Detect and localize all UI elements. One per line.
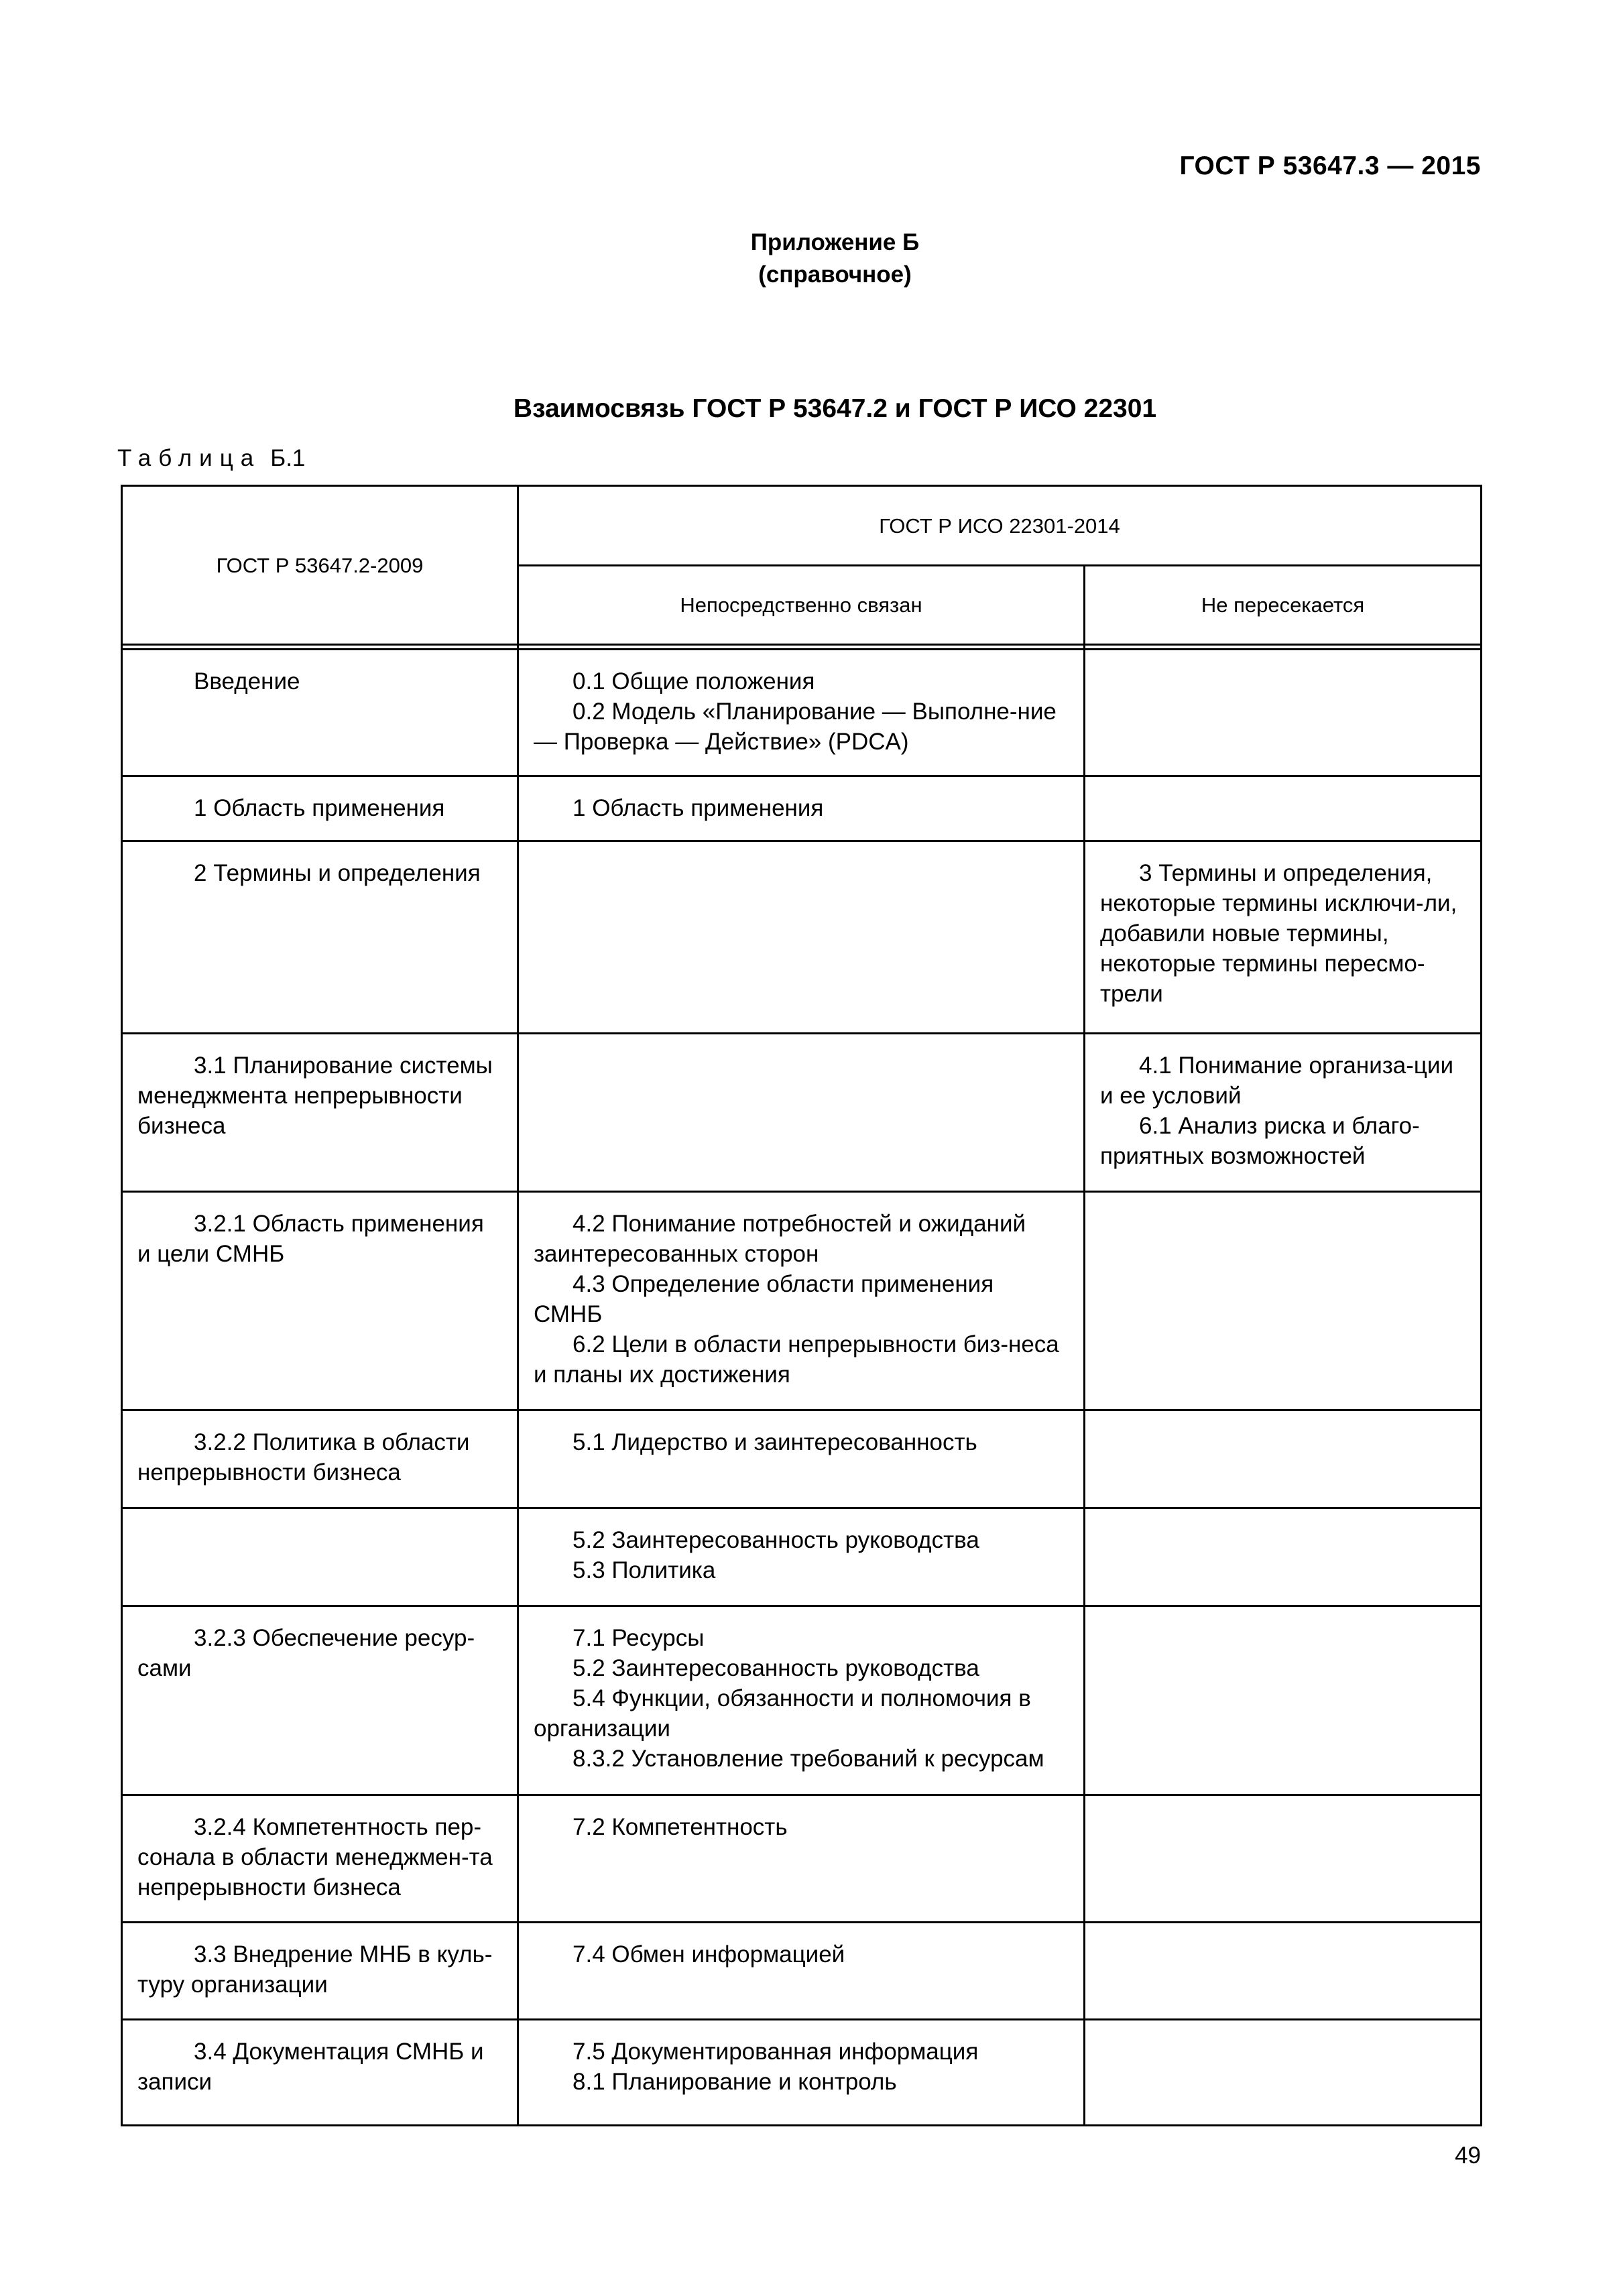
cell-not-overlapping (1085, 1192, 1482, 1410)
table-row (122, 1034, 1482, 1192)
col3-header: Не пересекается (1085, 566, 1482, 645)
cell-line: 0.1 Общие положения (573, 668, 815, 694)
header-separator (122, 645, 1482, 650)
cell-text (137, 793, 502, 823)
table-caption (117, 445, 305, 472)
cell-line: 0.2 Модель «Планирование — Выполне-ние — Проверка — Действие» (PDCA) (534, 699, 1057, 755)
cell-text (137, 1812, 502, 1902)
cell-gost-2009 (122, 1192, 518, 1410)
cell-line: 8.3.2 Установление требований к ресурсам (573, 1746, 1044, 1772)
cell-line: 7.5 Документированная информация (573, 2039, 979, 2065)
header-separator-cell (122, 645, 518, 650)
cell-directly-related (518, 1508, 1085, 1606)
section-heading-text: Взаимосвязь ГОСТ Р 53647.2 и ГОСТ Р ИСО 22301 (513, 394, 1157, 423)
col1-header: ГОСТ Р 53647.2-2009 (122, 486, 518, 645)
table-row (122, 1192, 1482, 1410)
table-row (122, 1508, 1482, 1606)
cell-directly-related (518, 1034, 1085, 1192)
cell-line: 1 Область применения (573, 795, 824, 821)
cell-line: 4.3 Определение области применения СМНБ (534, 1271, 994, 1327)
cell-line: 3.2.1 Область применения и цели СМНБ (137, 1211, 484, 1267)
cell-line: 1 Область применения (194, 795, 445, 821)
cell-text (137, 858, 502, 888)
cell-not-overlapping (1085, 1034, 1482, 1192)
header-row-top (122, 486, 1482, 566)
cell-not-overlapping (1085, 1923, 1482, 2020)
table-row (122, 776, 1482, 841)
cell-not-overlapping (1085, 1410, 1482, 1508)
cell-gost-2009 (122, 776, 518, 841)
cell-line: 5.3 Политика (573, 1557, 716, 1583)
cell-directly-related (518, 841, 1085, 1034)
cell-directly-related (518, 1410, 1085, 1508)
cell-text (534, 1525, 1069, 1585)
cell-text (1100, 858, 1465, 1009)
table-row (122, 1923, 1482, 2020)
cell-directly-related (518, 1606, 1085, 1795)
cell-line: 3.1 Планирование системы менеджмента непрерывности бизнеса (137, 1052, 493, 1139)
cell-text (137, 666, 502, 697)
table-row (122, 1795, 1482, 1923)
cell-text (534, 1209, 1069, 1390)
cell-text (534, 1623, 1069, 1774)
cell-line: 5.2 Заинтересованность руководства (573, 1655, 979, 1681)
table-caption-word: Таблица (117, 445, 261, 471)
cell-gost-2009 (122, 2020, 518, 2126)
cell-line: Введение (194, 668, 300, 694)
cell-directly-related (518, 1795, 1085, 1923)
header-separator-cell (1085, 645, 1482, 650)
cell-line: 3.2.4 Компетентность пер-сонала в области менеджмен-та непрерывности бизнеса (137, 1814, 493, 1900)
cell-line: 3 Термины и определения, некоторые термины исключи-ли, добавили новые термины, некоторые термины пересмо-трели (1100, 860, 1457, 1007)
cell-directly-related (518, 1923, 1085, 2020)
header-separator-cell (518, 645, 1085, 650)
cell-line: 8.1 Планирование и контроль (573, 2069, 897, 2095)
cell-gost-2009 (122, 841, 518, 1034)
table-row (122, 2020, 1482, 2126)
cell-directly-related (518, 776, 1085, 841)
cell-directly-related (518, 2020, 1085, 2126)
cell-text (534, 1812, 1069, 1842)
cell-line: 3.4 Документация СМНБ и записи (137, 2039, 484, 2095)
cell-line: 7.4 Обмен информацией (573, 1941, 845, 1968)
cell-gost-2009 (122, 1606, 518, 1795)
cell-text (534, 1427, 1069, 1457)
cell-text (534, 2037, 1069, 2097)
cell-line: 3.3 Внедрение МНБ в куль-туру организации (137, 1941, 493, 1998)
col2-header: Непосредственно связан (518, 566, 1085, 645)
cell-text (534, 1939, 1069, 1970)
cell-line: 3.2.2 Политика в области непрерывности бизнеса (137, 1429, 470, 1486)
cell-text (1100, 1050, 1465, 1171)
cell-text (137, 1209, 502, 1269)
col23-header: ГОСТ Р ИСО 22301-2014 (518, 486, 1482, 566)
cell-line: 2 Термины и определения (194, 860, 481, 886)
cell-directly-related (518, 650, 1085, 776)
cell-not-overlapping (1085, 2020, 1482, 2126)
table-row (122, 1606, 1482, 1795)
cell-not-overlapping (1085, 1606, 1482, 1795)
cell-gost-2009 (122, 1034, 518, 1192)
table-row (122, 1410, 1482, 1508)
annex-title-block (0, 227, 1623, 291)
document-code: ГОСТ Р 53647.3 — 2015 (1179, 152, 1481, 180)
table-row (122, 841, 1482, 1034)
cell-text (137, 1623, 502, 1683)
cell-text (137, 1939, 502, 2000)
cell-gost-2009 (122, 1795, 518, 1923)
cell-text (534, 666, 1069, 757)
cell-line: 3.2.3 Обеспечение ресур-сами (137, 1625, 475, 1681)
cell-line: 4.1 Понимание организа-ции и ее условий (1100, 1052, 1454, 1109)
section-heading (0, 394, 1623, 424)
cell-line: 6.1 Анализ риска и благо-приятных возможностей (1100, 1113, 1420, 1169)
table-caption-number: Б.1 (270, 445, 306, 471)
cell-text (137, 1050, 502, 1141)
cell-gost-2009 (122, 1410, 518, 1508)
table-row (122, 650, 1482, 776)
cell-line: 6.2 Цели в области непрерывности биз-неса и планы их достижения (534, 1331, 1059, 1388)
cell-line: 4.2 Понимание потребностей и ожиданий заинтересованных сторон (534, 1211, 1026, 1267)
cell-gost-2009 (122, 1923, 518, 2020)
cell-not-overlapping (1085, 650, 1482, 776)
cell-not-overlapping (1085, 1508, 1482, 1606)
page-number: 49 (1455, 2142, 1481, 2169)
cell-not-overlapping (1085, 841, 1482, 1034)
annex-title: Приложение Б (750, 229, 920, 255)
cell-line: 7.1 Ресурсы (573, 1625, 705, 1651)
cell-line: 7.2 Компетентность (573, 1814, 788, 1840)
cell-gost-2009 (122, 650, 518, 776)
cell-gost-2009 (122, 1508, 518, 1606)
cell-directly-related (518, 1192, 1085, 1410)
cell-line: 5.4 Функции, обязанности и полномочия в организации (534, 1685, 1031, 1742)
cell-line: 5.1 Лидерство и заинтересованность (573, 1429, 977, 1455)
cell-text (534, 793, 1069, 823)
correspondence-table (121, 485, 1482, 2126)
annex-status: (справочное) (758, 261, 912, 288)
cell-not-overlapping (1085, 776, 1482, 841)
cell-line: 5.2 Заинтересованность руководства (573, 1527, 979, 1553)
cell-not-overlapping (1085, 1795, 1482, 1923)
cell-text (137, 2037, 502, 2097)
cell-text (137, 1427, 502, 1488)
